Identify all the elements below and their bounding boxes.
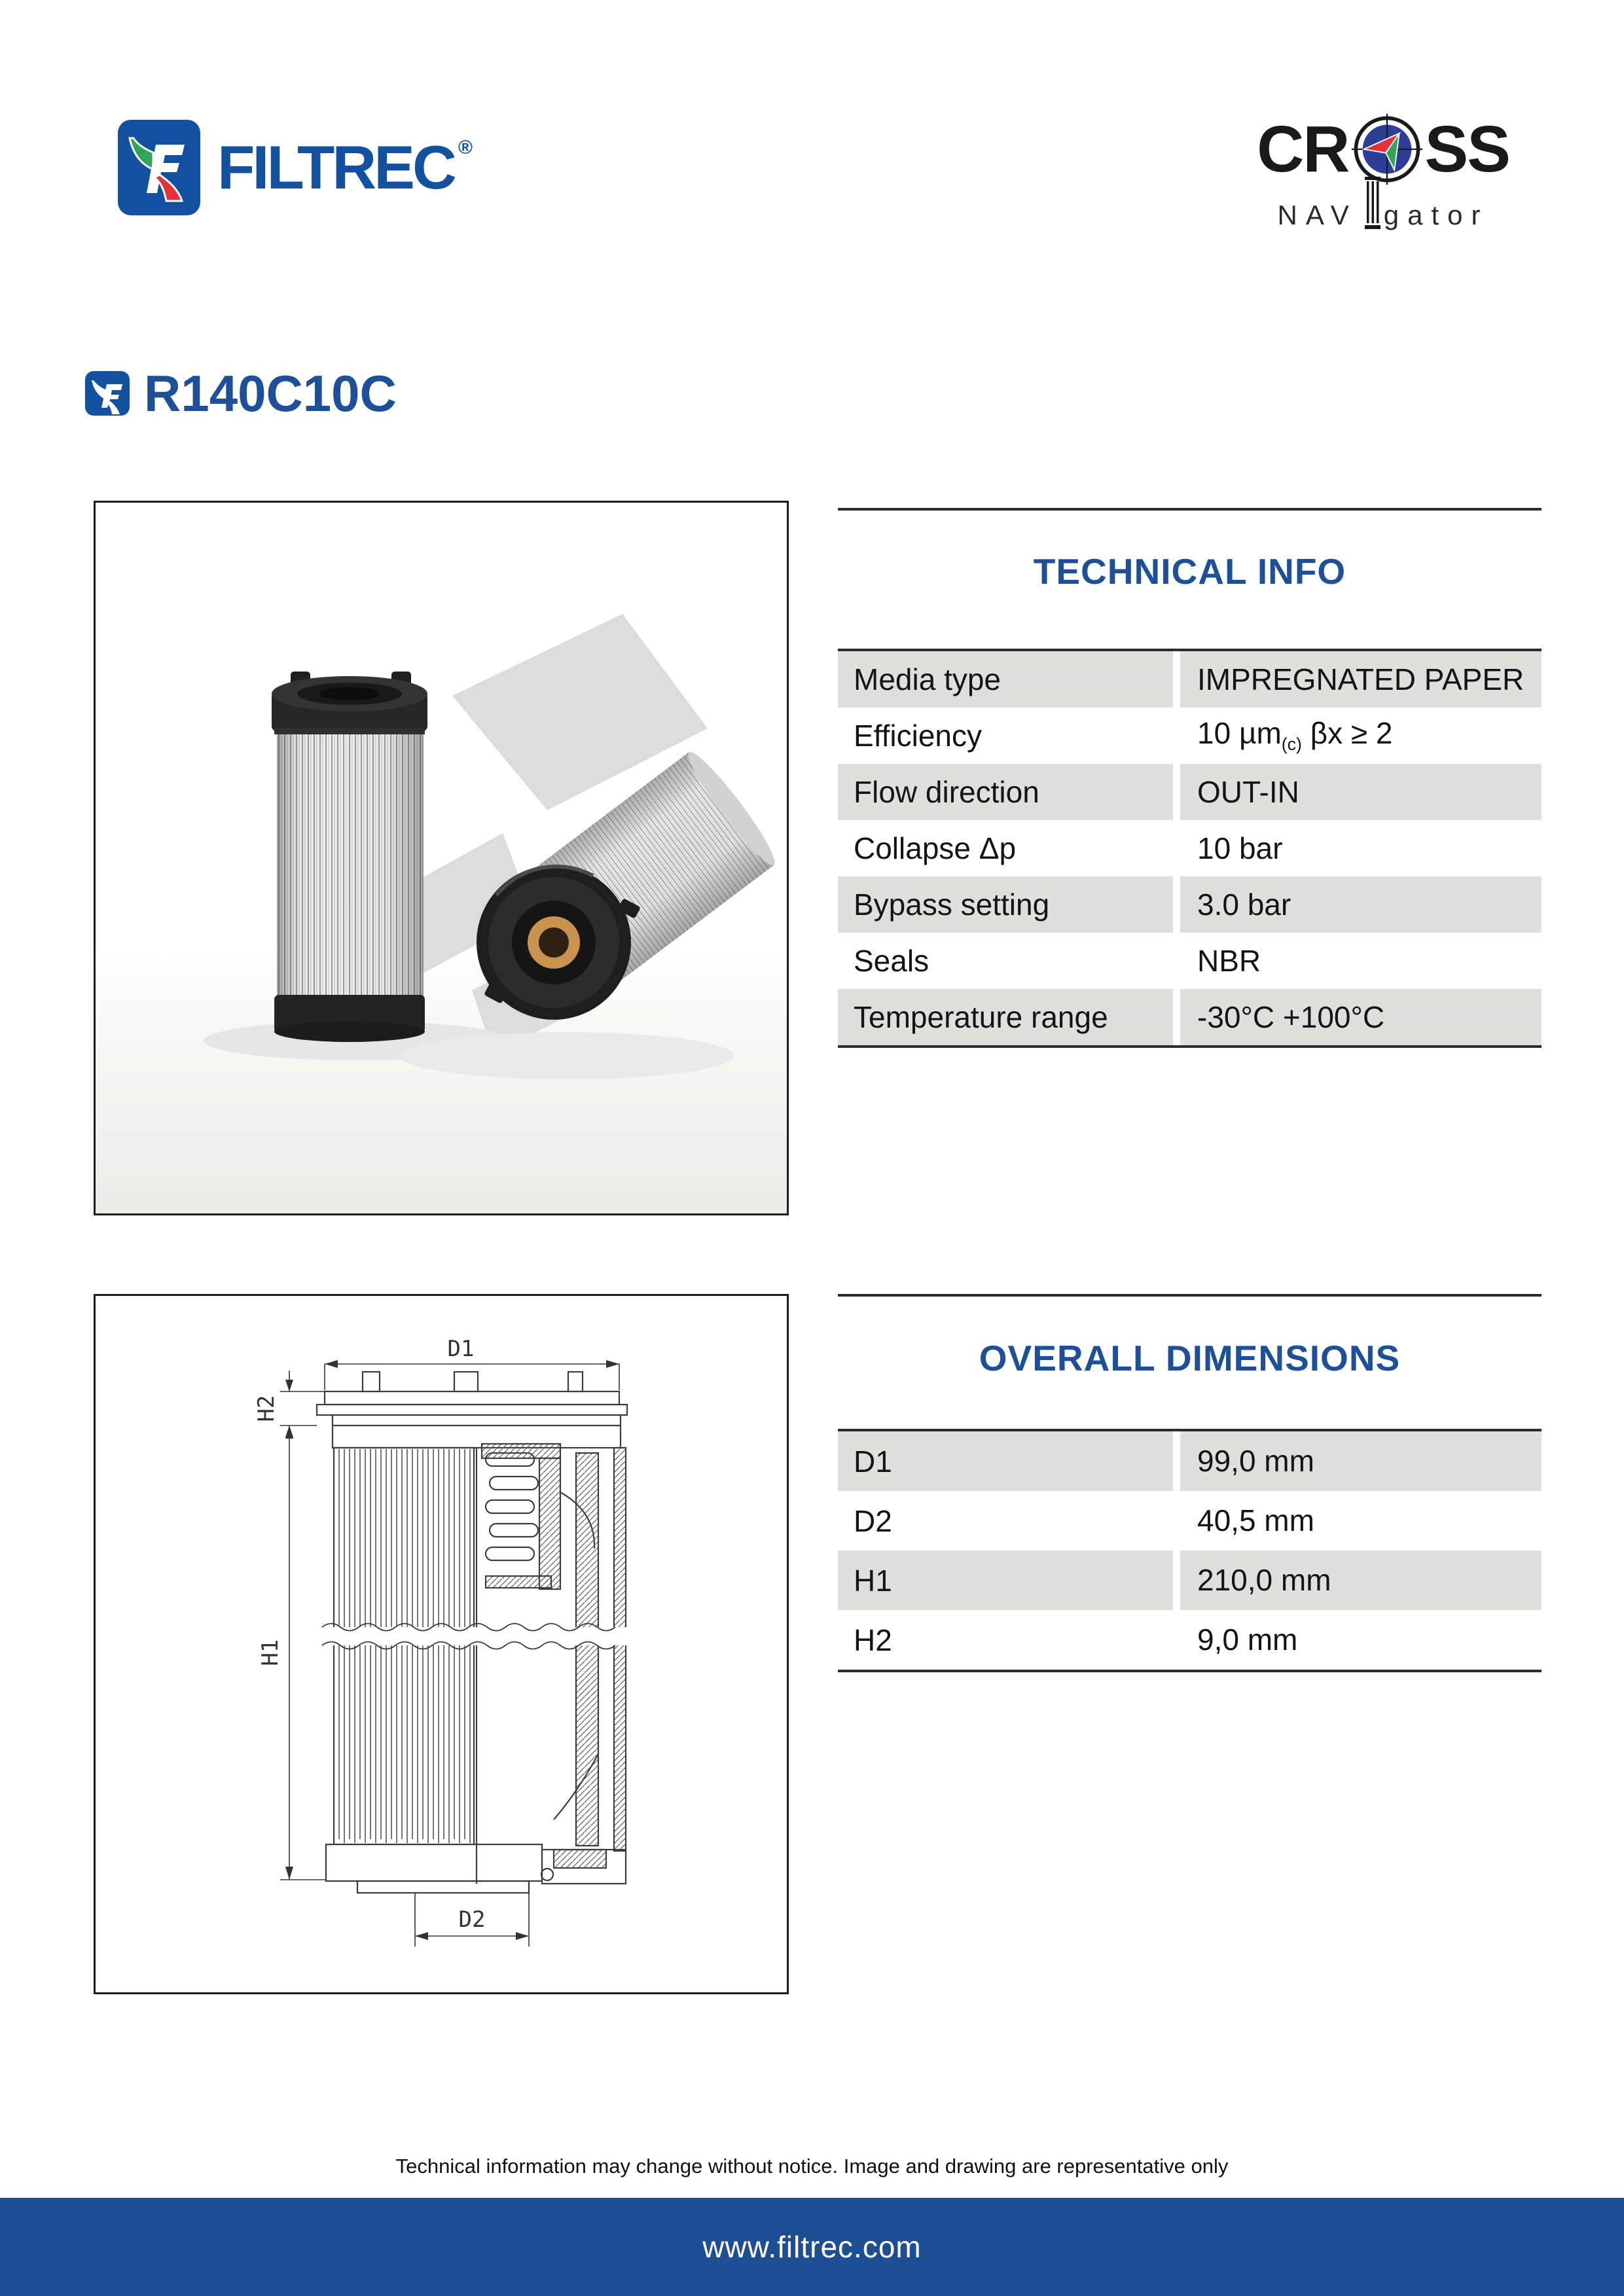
row-label: D1	[838, 1431, 1173, 1491]
page-title: R140C10C	[144, 365, 397, 422]
row-value: 210,0 mm	[1180, 1551, 1542, 1610]
technical-info-rule	[838, 508, 1542, 511]
table-row	[838, 820, 1542, 876]
footer-bar	[0, 2198, 1624, 2296]
gator-text: gator	[1383, 200, 1489, 230]
row-label: Temperature range	[838, 989, 1173, 1045]
row-value: NBR	[1197, 943, 1261, 978]
overall-dimensions-heading: OVERALL DIMENSIONS	[979, 1338, 1401, 1378]
table-row	[838, 1551, 1542, 1610]
row-value: 10 bar	[1197, 831, 1283, 865]
product-photo-image	[96, 503, 787, 1213]
row-value: 9,0 mm	[1197, 1623, 1298, 1657]
technical-info-heading: TECHNICAL INFO	[1033, 551, 1346, 592]
table-row	[838, 989, 1542, 1045]
table-row	[838, 764, 1542, 820]
row-value: 10 µm$_{(c)}$ βx ≥ 2	[1197, 716, 1393, 755]
cross-wordmark	[1255, 113, 1511, 186]
product-photo	[94, 501, 789, 1215]
drawing-label-h2: H2	[253, 1395, 280, 1422]
technical-info-table	[838, 649, 1542, 1048]
drawing-label-d2: D2	[458, 1907, 486, 1933]
row-label: H1	[838, 1551, 1173, 1610]
row-label: Bypass setting	[838, 876, 1173, 933]
compass-icon	[1350, 113, 1424, 186]
column-i-icon	[1363, 175, 1382, 230]
row-value: -30°C +100°C	[1180, 989, 1542, 1045]
overall-dimensions-rule	[838, 1294, 1542, 1297]
row-label: Media type	[838, 651, 1173, 708]
table-row	[838, 933, 1542, 989]
standing-filter-element	[272, 672, 427, 1042]
row-label: H2	[854, 1623, 892, 1657]
filtrec-text: FILTREC	[217, 133, 454, 202]
registered-mark: ®	[458, 137, 473, 158]
row-label: Seals	[854, 944, 929, 978]
part-title-row	[85, 365, 397, 422]
row-value: 3.0 bar	[1180, 876, 1542, 933]
disclaimer-text: Technical information may change without notice. Image and drawing are representative only	[395, 2155, 1229, 2178]
table-row	[838, 1431, 1542, 1491]
table-row	[838, 708, 1542, 764]
filtrec-logo-mark-icon	[118, 120, 200, 215]
table-row	[838, 1491, 1542, 1551]
row-value: 40,5 mm	[1197, 1503, 1314, 1538]
cross-text-left: CR	[1257, 113, 1349, 186]
row-value: IMPREGNATED PAPER	[1180, 651, 1542, 708]
dimension-drawing-image	[96, 1296, 787, 1992]
cross-text-right: SS	[1424, 113, 1509, 186]
row-value: OUT-IN	[1180, 764, 1542, 820]
row-label: Collapse Δp	[854, 831, 1017, 865]
filtrec-wordmark	[217, 133, 473, 202]
table-row	[838, 876, 1542, 933]
website-url: www.filtrec.com	[702, 2230, 922, 2264]
table-row	[838, 651, 1542, 708]
row-label: D2	[854, 1503, 892, 1538]
row-label: Efficiency	[854, 719, 983, 753]
drawing-label-h1: H1	[257, 1639, 283, 1666]
cross-navigator-logo	[1255, 113, 1511, 229]
dimension-drawing	[94, 1294, 789, 1994]
row-value: 99,0 mm	[1180, 1431, 1542, 1491]
part-icon	[85, 371, 130, 416]
table-row	[838, 1610, 1542, 1670]
filtrec-logo	[118, 120, 473, 215]
row-label: Flow direction	[838, 764, 1173, 820]
nav-text: NAV	[1277, 200, 1358, 230]
drawing-label-d1: D1	[447, 1336, 475, 1362]
overall-dimensions-table	[838, 1429, 1542, 1672]
